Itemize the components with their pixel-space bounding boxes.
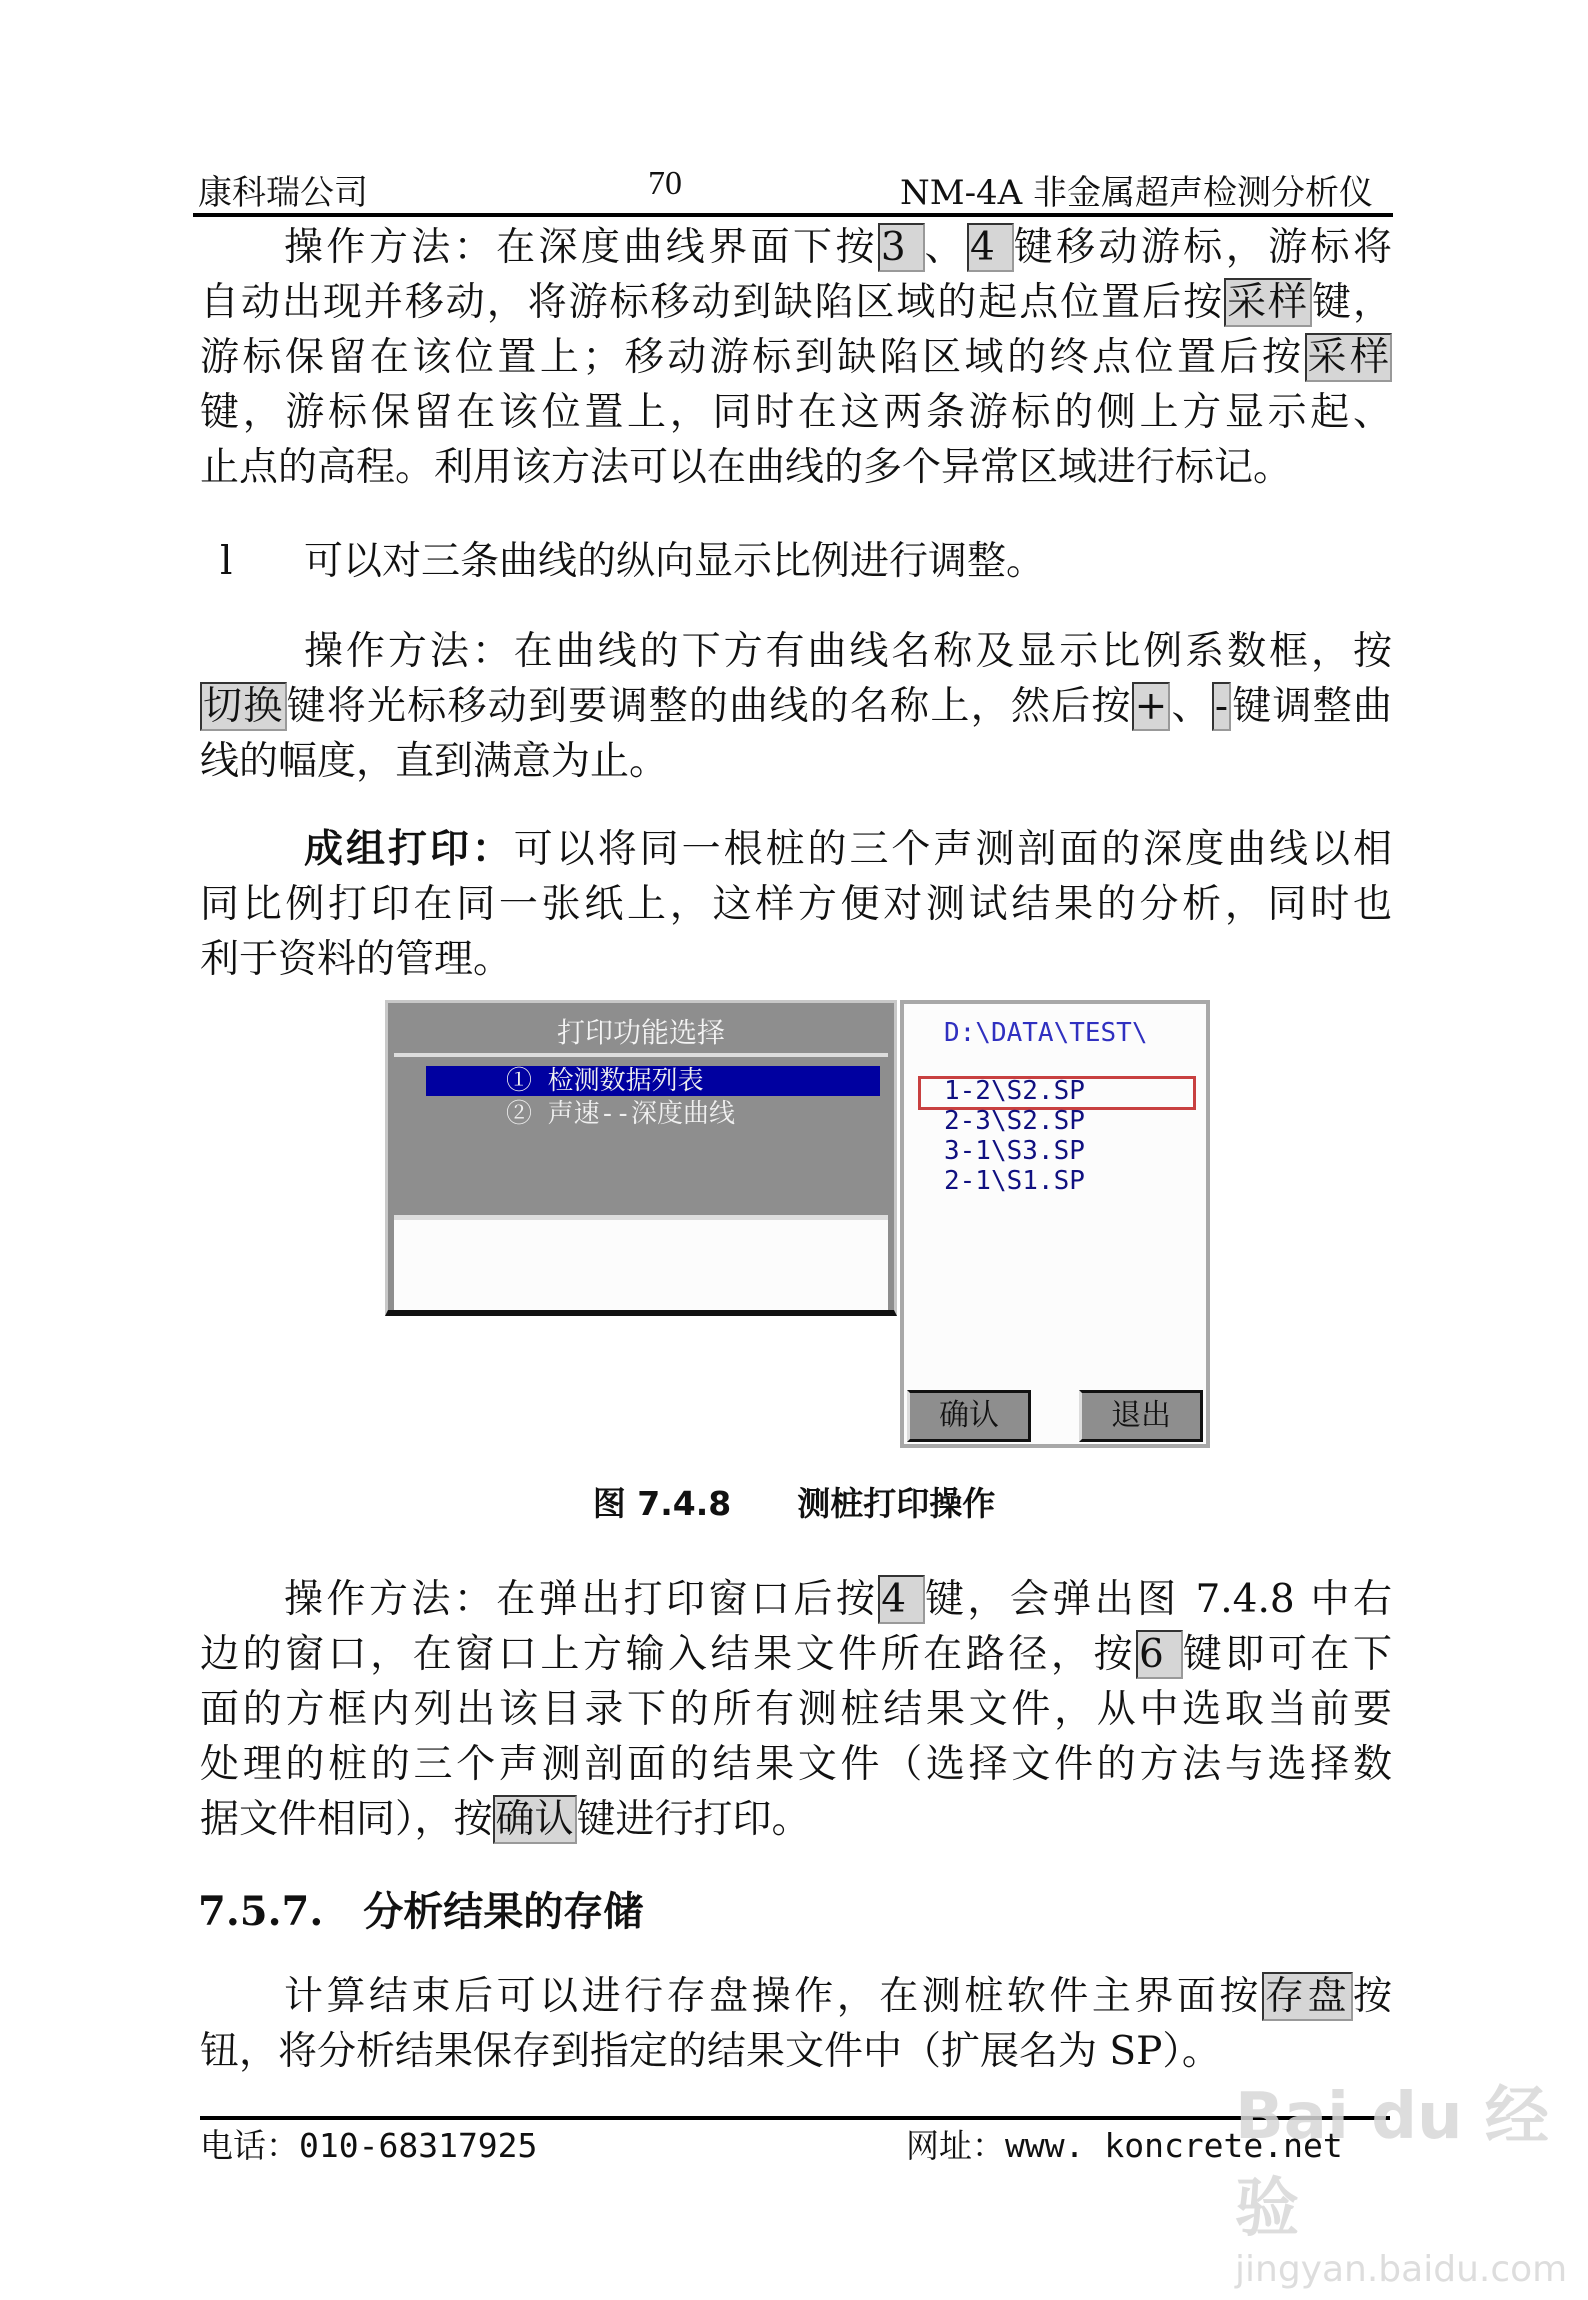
confirm-button[interactable]: 确认 bbox=[907, 1390, 1031, 1442]
text-run: 按 bbox=[1352, 1974, 1392, 2019]
text-line bbox=[200, 1682, 1392, 1737]
key-label: 切换 bbox=[200, 682, 287, 731]
text-line bbox=[200, 877, 1392, 932]
watermark-url: jingyan.baidu.com bbox=[1235, 2249, 1568, 2290]
text-run: 处理的桩的三个声测剖面的结果文件（选择文件的方法与选择数 bbox=[200, 1742, 1392, 1787]
text-line bbox=[200, 1969, 1392, 2024]
text-run: 同比例打印在同一张纸上，这样方便对测试结果的分析，同时也 bbox=[200, 882, 1392, 927]
print-function-dialog bbox=[385, 1000, 897, 1316]
key-label: 采样 bbox=[1305, 333, 1392, 382]
text-line bbox=[200, 822, 1392, 877]
text-run: 键，游标保留在该位置上，同时在这两条游标的侧上方显示起、 bbox=[200, 390, 1392, 435]
key-label: 4 bbox=[967, 223, 1014, 272]
text-run: 边的窗口，在窗口上方输入结果文件所在路径，按 bbox=[200, 1632, 1137, 1677]
text-line bbox=[200, 1627, 1392, 1682]
exit-button[interactable]: 退出 bbox=[1079, 1390, 1203, 1442]
key-label: 采样 bbox=[1224, 278, 1312, 327]
text-run: 可以将同一根桩的三个声测剖面的深度曲线以相 bbox=[513, 827, 1392, 872]
section-heading: 7.5.7. 分析结果的存储 bbox=[198, 1888, 644, 1935]
text-run: 键调整曲 bbox=[1231, 684, 1392, 729]
text-run: 操作方法：在弹出打印窗口后按 bbox=[284, 1577, 879, 1622]
file-item[interactable]: 3-1\S3.SP bbox=[944, 1136, 1085, 1166]
baidu-watermark-logo bbox=[1235, 2065, 1588, 2290]
text-line bbox=[200, 734, 1392, 789]
file-item[interactable]: 2-3\S2.SP bbox=[944, 1106, 1085, 1136]
header-product: NM-4A 非金属超声检测分析仪 bbox=[900, 173, 1374, 213]
dialog-title: 打印功能选择 bbox=[556, 1016, 725, 1049]
key-label: + bbox=[1132, 682, 1171, 731]
text-line bbox=[200, 385, 1392, 440]
divider bbox=[394, 1053, 888, 1057]
text-run: 键移动游标，游标将 bbox=[1013, 225, 1392, 270]
file-select-dialog bbox=[900, 1000, 1210, 1448]
key-label: 确认 bbox=[493, 1795, 577, 1844]
text-line bbox=[200, 1792, 1392, 1847]
text-run: 键， bbox=[1312, 280, 1392, 325]
key-label: 3 bbox=[878, 223, 925, 272]
header-rule bbox=[193, 213, 1393, 217]
paragraph-group-print bbox=[200, 822, 1392, 987]
bullet-text: 可以对三条曲线的纵向显示比例进行调整。 bbox=[304, 539, 1046, 584]
dialog-blank-area bbox=[394, 1215, 888, 1310]
text-run: 键进行打印。 bbox=[576, 1797, 811, 1842]
text-run: 线的幅度，直到满意为止。 bbox=[200, 739, 669, 784]
watermark-brand: Bai du 经验 bbox=[1235, 2080, 1549, 2246]
text-run: 、 bbox=[924, 225, 967, 270]
text-run: 键，会弹出图 7.4.8 中右 bbox=[924, 1577, 1392, 1622]
text-line bbox=[200, 275, 1392, 330]
text-line bbox=[200, 624, 1392, 679]
menu-item-velocity-depth-curve[interactable]: ② 声速--深度曲线 bbox=[506, 1099, 735, 1129]
text-run: 利于资料的管理。 bbox=[200, 937, 513, 982]
file-item[interactable]: 1-2\S2.SP bbox=[944, 1076, 1085, 1106]
text-run: 、 bbox=[1170, 684, 1212, 729]
bullet-marker: l bbox=[220, 539, 233, 584]
text-run: 键即可在下 bbox=[1182, 1632, 1392, 1677]
footer-website: 网址：www. koncrete.net bbox=[906, 2126, 1343, 2165]
bold-term: 成组打印： bbox=[304, 826, 514, 872]
key-label: - bbox=[1212, 682, 1231, 731]
text-run: 据文件相同），按 bbox=[200, 1797, 493, 1842]
text-run: 键将光标移动到要调整的曲线的名称上，然后按 bbox=[286, 684, 1132, 729]
text-run: 自动出现并移动，将游标移动到缺陷区域的起点位置后按 bbox=[200, 280, 1225, 325]
footer-phone: 电话：010-68317925 bbox=[200, 2126, 538, 2165]
text-line bbox=[200, 440, 1392, 495]
figure-caption: 图 7.4.8 测桩打印操作 bbox=[592, 1484, 996, 1523]
paragraph-save-results bbox=[200, 1969, 1392, 2079]
paragraph-print-operation bbox=[200, 1572, 1392, 1847]
text-line bbox=[200, 1737, 1392, 1792]
menu-item-data-list[interactable]: ① 检测数据列表 bbox=[426, 1066, 880, 1096]
text-run: 游标保留在该位置上；移动游标到缺陷区域的终点位置后按 bbox=[200, 335, 1305, 380]
text-line bbox=[200, 220, 1392, 275]
text-run: 止点的高程。利用该方法可以在曲线的多个异常区域进行标记。 bbox=[200, 445, 1293, 490]
text-line bbox=[200, 932, 1392, 987]
text-run: 钮，将分析结果保存到指定的结果文件中（扩展名为 SP）。 bbox=[200, 2029, 1221, 2074]
text-run: 操作方法：在深度曲线界面下按 bbox=[284, 225, 878, 270]
file-item[interactable]: 2-1\S1.SP bbox=[944, 1166, 1085, 1196]
key-label: 存盘 bbox=[1262, 1972, 1353, 2021]
header-company: 康科瑞公司 bbox=[198, 173, 368, 213]
paragraph-cursor-marking bbox=[200, 220, 1392, 495]
path-input[interactable]: D:\DATA\TEST\ bbox=[944, 1018, 1148, 1048]
text-run: 面的方框内列出该目录下的所有测桩结果文件，从中选取当前要 bbox=[200, 1687, 1392, 1732]
header-page-number: 70 bbox=[648, 165, 682, 202]
text-line bbox=[200, 2024, 1392, 2079]
paragraph-scale-adjust bbox=[200, 624, 1392, 789]
text-line bbox=[200, 330, 1392, 385]
key-label: 6 bbox=[1136, 1630, 1183, 1679]
text-line bbox=[200, 1572, 1392, 1627]
text-run: 操作方法：在曲线的下方有曲线名称及显示比例系数框，按 bbox=[304, 629, 1392, 674]
key-label: 4 bbox=[878, 1575, 925, 1624]
text-line bbox=[200, 679, 1392, 734]
text-run: 计算结束后可以进行存盘操作，在测桩软件主界面按 bbox=[284, 1974, 1262, 2019]
